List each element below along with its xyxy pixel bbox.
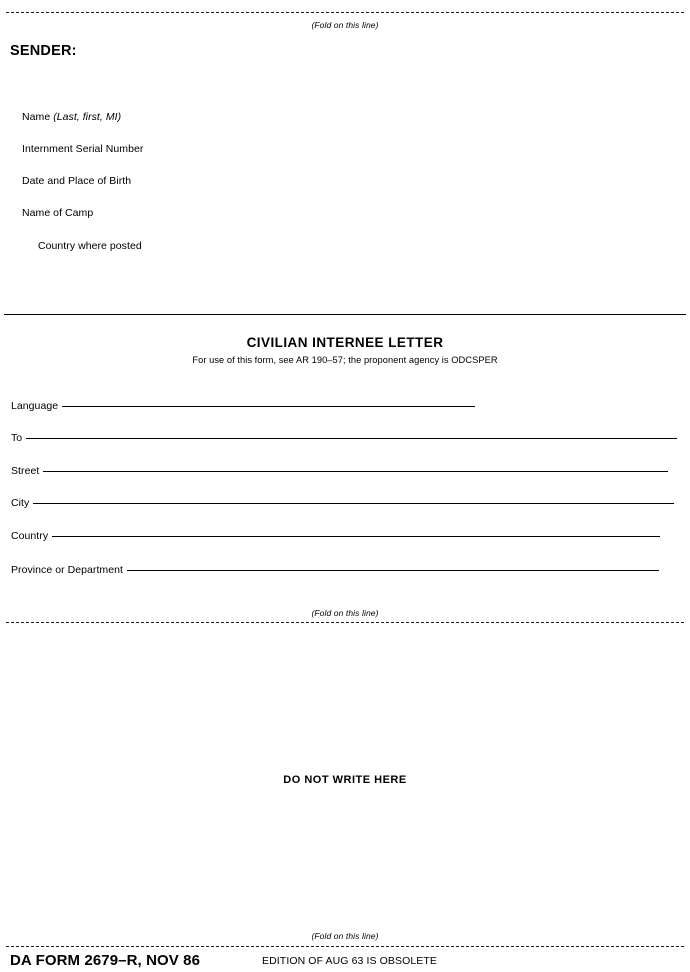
do-not-write-notice: DO NOT WRITE HERE — [283, 774, 407, 786]
address-rule-city[interactable] — [33, 503, 674, 504]
footer-edition-notice: EDITION OF AUG 63 IS OBSOLETE — [262, 955, 438, 967]
form-authority-line: For use of this form, see AR 190–57; the proponent agency is ODCSPER — [192, 355, 498, 365]
address-rule-province-or-department[interactable] — [127, 570, 659, 571]
sender-field-date-and-place-of-birth: Date and Place of Birth — [22, 175, 132, 187]
sender-field-name-hint: (Last, first, MI) — [53, 111, 122, 123]
address-row-language — [11, 400, 475, 412]
address-row-city — [11, 497, 674, 509]
sender-field-country-where-posted: Country where posted — [38, 240, 142, 252]
address-rule-street[interactable] — [43, 471, 668, 472]
fold-caption-middle: (Fold on this line) — [311, 608, 379, 618]
fold-line-top — [6, 12, 684, 13]
address-label-city: City — [11, 497, 30, 509]
address-label-country: Country — [11, 530, 49, 542]
fold-line-middle — [6, 622, 684, 623]
address-label-province-or-department: Province or Department — [11, 564, 123, 576]
address-label-language: Language — [11, 400, 59, 412]
fold-line-bottom — [6, 946, 684, 947]
sender-field-internment-serial-number: Internment Serial Number — [22, 143, 144, 155]
address-row-street — [11, 465, 668, 477]
address-label-street: Street — [11, 465, 40, 477]
section-divider — [4, 314, 686, 315]
fold-caption-bottom: (Fold on this line) — [311, 931, 379, 941]
address-row-to — [11, 432, 677, 444]
footer-form-id: DA FORM 2679–R, NOV 86 — [10, 952, 201, 969]
address-rule-to[interactable] — [26, 438, 677, 439]
address-rule-country[interactable] — [52, 536, 660, 537]
address-rule-language[interactable] — [62, 406, 475, 407]
sender-field-name — [22, 111, 121, 123]
address-row-province-or-department — [11, 564, 659, 576]
page-title: CIVILIAN INTERNEE LETTER — [246, 335, 444, 350]
address-row-country — [11, 530, 660, 542]
sender-heading: SENDER: — [10, 43, 77, 59]
address-label-to: To — [11, 432, 23, 444]
fold-caption-top: (Fold on this line) — [311, 20, 379, 30]
sender-field-name-label: Name — [22, 111, 54, 123]
sender-field-name-of-camp: Name of Camp — [22, 207, 94, 219]
